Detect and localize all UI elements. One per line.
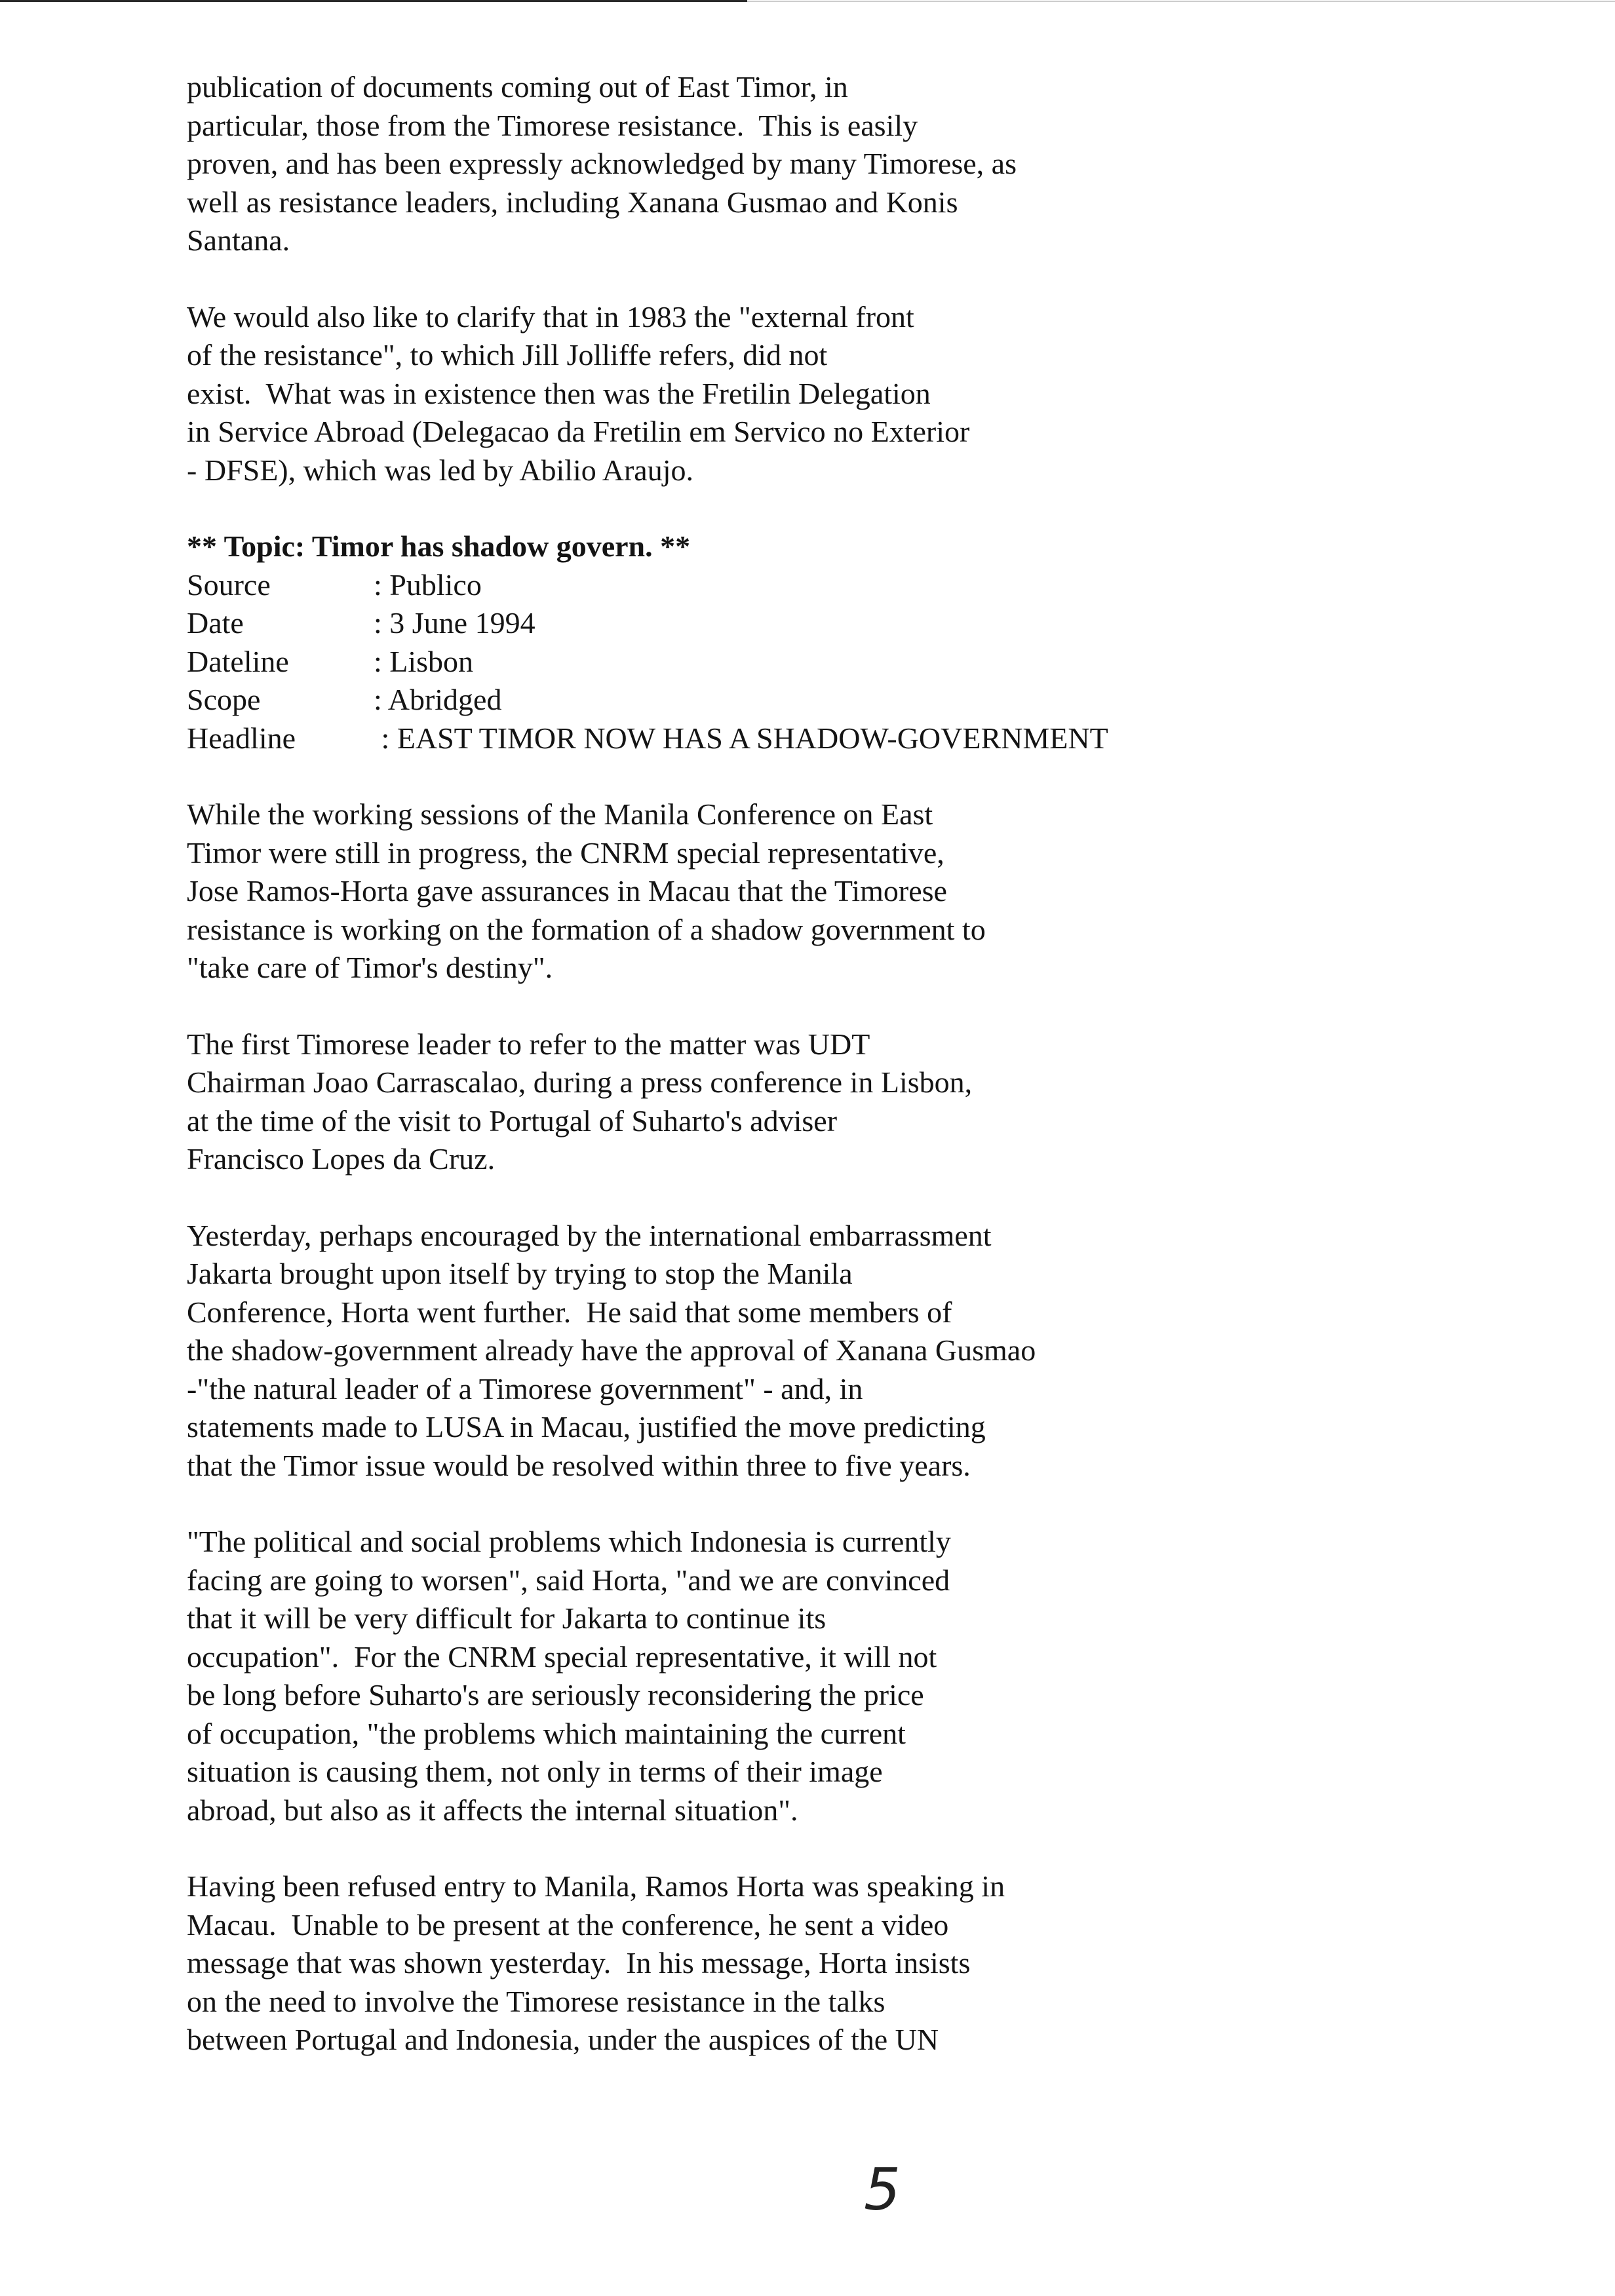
- metadata-row: [187, 604, 1432, 643]
- paragraphs-after: [187, 795, 1432, 2059]
- text-line: between Portugal and Indonesia, under the auspices of the UN: [187, 2023, 939, 2056]
- article-paragraph: [187, 795, 1432, 987]
- body-paragraph: [187, 298, 1432, 490]
- metadata-value: : 3 June 1994: [374, 606, 535, 640]
- metadata-label: Date: [187, 606, 244, 640]
- text-line: on the need to involve the Timorese resistance in the talks: [187, 1984, 885, 2018]
- text-line: statements made to LUSA in Macau, justified the move predicting: [187, 1410, 986, 1444]
- text-line: -"the natural leader of a Timorese government" - and, in: [187, 1371, 863, 1406]
- text-line: that it will be very difficult for Jakarta to continue its: [187, 1601, 827, 1635]
- metadata-block: [187, 566, 1432, 758]
- metadata-label: Headline: [187, 721, 296, 755]
- text-line: well as resistance leaders, including Xanana Gusmao and Konis: [187, 185, 958, 219]
- text-line: occupation". For the CNRM special representative, it will not: [187, 1639, 937, 1674]
- text-line: Chairman Joao Carrascalao, during a press conference in Lisbon,: [187, 1065, 973, 1099]
- metadata-value: : Publico: [374, 567, 482, 602]
- text-line: message that was shown yesterday. In his message, Horta insists: [187, 1946, 971, 1980]
- metadata-value: : Lisbon: [374, 644, 474, 678]
- text-line: that the Timor issue would be resolved within three to five years.: [187, 1448, 971, 1482]
- metadata-label: Scope: [187, 683, 261, 716]
- text-line: Santana.: [187, 223, 290, 257]
- text-line: at the time of the visit to Portugal of Suharto's adviser: [187, 1103, 838, 1138]
- page-number: 5: [864, 2156, 901, 2223]
- text-line: While the working sessions of the Manila Conference on East: [187, 797, 933, 831]
- text-line: be long before Suharto's are seriously reconsidering the price: [187, 1678, 924, 1712]
- body-paragraph: [187, 68, 1432, 260]
- paragraphs-before: [187, 68, 1432, 489]
- text-line: facing are going to worsen", said Horta, "and we are convinced: [187, 1563, 950, 1597]
- topic-heading: ** Topic: Timor has shadow govern. **: [187, 529, 691, 563]
- top-scan-rule-faint: [747, 1, 1615, 2]
- text-line: publication of documents coming out of East Timor, in: [187, 70, 848, 104]
- text-line: "take care of Timor's destiny".: [187, 951, 553, 984]
- text-line: Yesterday, perhaps encouraged by the international embarrassment: [187, 1218, 992, 1252]
- article-paragraph: [187, 1217, 1432, 1485]
- metadata-value: : Abridged: [374, 683, 502, 716]
- text-line: abroad, but also as it affects the internal situation".: [187, 1793, 798, 1827]
- article-paragraph: [187, 1025, 1432, 1179]
- metadata-row: [187, 643, 1432, 681]
- metadata-row: [187, 719, 1432, 758]
- metadata-row: [187, 681, 1432, 719]
- text-line: Jakarta brought upon itself by trying to stop the Manila: [187, 1257, 853, 1290]
- metadata-label: Source: [187, 567, 271, 602]
- document-page: [187, 68, 1432, 2097]
- text-line: The first Timorese leader to refer to the matter was UDT: [187, 1027, 870, 1061]
- text-line: of the resistance", to which Jill Jolliffe refers, did not: [187, 338, 828, 372]
- text-line: Timor were still in progress, the CNRM special representative,: [187, 835, 944, 870]
- text-line: Macau. Unable to be present at the conference, he sent a video: [187, 1907, 949, 1942]
- article-paragraph: [187, 1867, 1432, 2059]
- metadata-value: : EAST TIMOR NOW HAS A SHADOW-GOVERNMENT: [374, 721, 1108, 755]
- text-line: We would also like to clarify that in 1983 the "external front: [187, 299, 914, 334]
- article-paragraph: [187, 1523, 1432, 1829]
- metadata-label: Dateline: [187, 644, 289, 678]
- text-line: in Service Abroad (Delegacao da Fretilin em Servico no Exterior: [187, 415, 970, 448]
- text-line: exist. What was in existence then was the Fretilin Delegation: [187, 376, 931, 410]
- text-line: the shadow-government already have the approval of Xanana Gusmao: [187, 1333, 1036, 1367]
- text-line: Jose Ramos-Horta gave assurances in Macau that the Timorese: [187, 874, 947, 908]
- text-line: situation is causing them, not only in terms of their image: [187, 1755, 883, 1788]
- text-line: of occupation, "the problems which maintaining the current: [187, 1716, 906, 1750]
- text-line: "The political and social problems which Indonesia is currently: [187, 1525, 951, 1558]
- top-scan-rule: [0, 0, 747, 2]
- text-line: particular, those from the Timorese resistance. This is easily: [187, 108, 918, 142]
- text-line: Francisco Lopes da Cruz.: [187, 1142, 496, 1176]
- text-line: resistance is working on the formation of a shadow government to: [187, 912, 986, 946]
- metadata-row: [187, 566, 1432, 605]
- text-line: - DFSE), which was led by Abilio Araujo.: [187, 453, 693, 487]
- text-line: Conference, Horta went further. He said that some members of: [187, 1295, 952, 1329]
- text-line: proven, and has been expressly acknowledged by many Timorese, as: [187, 147, 1017, 180]
- text-line: Having been refused entry to Manila, Ramos Horta was speaking in: [187, 1869, 1005, 1903]
